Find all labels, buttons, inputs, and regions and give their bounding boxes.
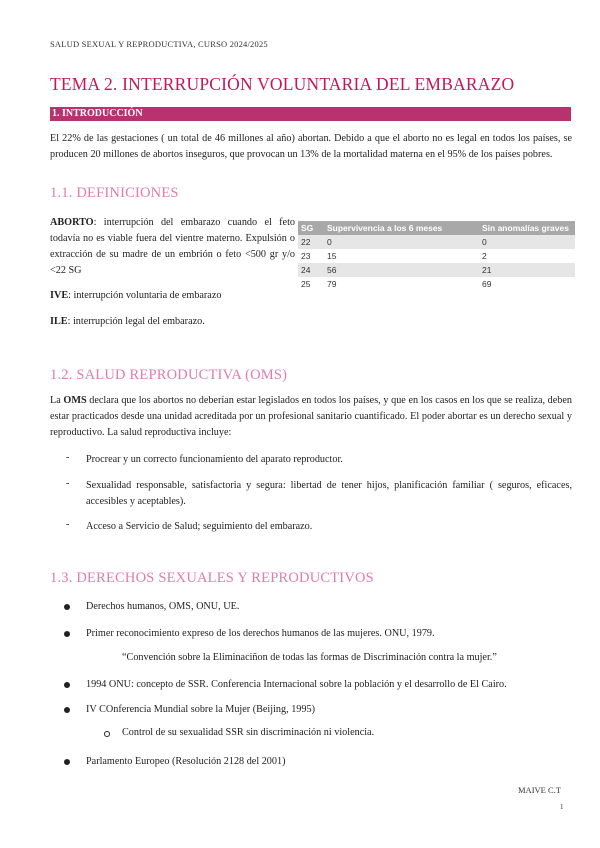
definition-ile (50, 314, 295, 330)
heading-derechos: 1.3. DERECHOS SEXUALES Y REPRODUCTIVOS (50, 570, 374, 586)
table-cell: 25 (298, 277, 324, 291)
page-title: TEMA 2. INTERRUPCIÓN VOLUNTARIA DEL EMBARAZO (50, 74, 515, 94)
survival-table (298, 221, 575, 291)
table-cell: 23 (298, 249, 324, 263)
table-header-cell: Sin anomalías graves (479, 221, 575, 235)
term-aborto: ABORTO (50, 217, 94, 228)
salud-intro-text: declara que los abortos no deberían estar legislados en todos los países, y que en los casos en los que se realiza, deben estar practicados desde una unidad acreditada por un profesional sanitario cuantificado. El poder abortar es un derecho sexual y reproductivo. La salud reproductiva incluye: (50, 395, 572, 438)
footer-author: MAIVE C.T (518, 785, 561, 795)
list-item: 1994 ONU: concepto de SSR. Conferencia Internacional sobre la población y el desarrollo de El Cairo. (86, 679, 507, 690)
table-cell: 2 (479, 249, 575, 263)
term-ive: IVE (50, 290, 69, 301)
list-item: IV COnferencia Mundial sobre la Mujer (Beijing, 1995) (86, 704, 315, 715)
table-cell: 79 (324, 277, 479, 291)
table-cell: 0 (479, 235, 575, 249)
definition-aborto-text: : interrupción del embarazo cuando el feto todavía no es viable fuera del vientre materno. Expulsión o extracción de su madre de un embrión o feto <500 gr y/o <22 SG (50, 217, 295, 276)
list-item: Acceso a Servicio de Salud; seguimiento del embarazo. (86, 521, 313, 532)
table-cell: 21 (479, 263, 575, 277)
table-row (298, 235, 575, 249)
bullet-icon (64, 631, 70, 637)
table-cell: 15 (324, 249, 479, 263)
definition-ile-text: : interrupción legal del embarazo. (67, 316, 205, 327)
table-header-row (298, 221, 575, 235)
dash-marker: - (66, 519, 70, 530)
bullet-icon (64, 759, 70, 765)
salud-intro-bold: OMS (63, 395, 87, 406)
table-cell: 24 (298, 263, 324, 277)
table-header-cell: SG (298, 221, 324, 235)
intro-paragraph: El 22% de las gestaciones ( un total de 46 millones al año) abortan. Debido a que el aborto no es legal en todos los países, se producen 20 millones de abortos inseguros, que provocan un 13% de la mortalidad materna en el 95% de los países pobres. (50, 133, 572, 160)
table-cell: 56 (324, 263, 479, 277)
definition-ive-text: : interrupción voluntaria de embarazo (68, 290, 222, 301)
bullet-icon (64, 604, 70, 610)
list-item: Sexualidad responsable, satisfactoria y segura: libertad de tener hijos, planificación familiar ( seguros, eficaces, accesibles y aceptables). (86, 480, 572, 507)
section-heading-introduccion: 1. INTRODUCCIÓN (50, 107, 571, 121)
list-item: Derechos humanos, OMS, ONU, UE. (86, 601, 240, 612)
sub-list-item: Control de su sexualidad SSR sin discriminación ni violencia. (122, 727, 375, 738)
sub-bullet-icon (104, 731, 110, 737)
page-header: SALUD SEXUAL Y REPRODUCTIVA, CURSO 2024/2025 (50, 39, 268, 49)
table-cell: 22 (298, 235, 324, 249)
page-number: 1 (560, 803, 564, 811)
list-item: Primer reconocimiento expreso de los derechos humanos de las mujeres. ONU, 1979. (86, 628, 435, 639)
salud-intro-prefix: La (50, 395, 64, 406)
term-ile: ILE (50, 316, 68, 327)
table-header-cell: Supervivencia a los 6 meses (324, 221, 479, 235)
dash-marker: - (66, 478, 70, 489)
table-cell: 69 (479, 277, 575, 291)
bullet-icon (64, 707, 70, 713)
definition-ive (50, 288, 295, 304)
list-item: Parlamento Europeo (Resolución 2128 del 2001) (86, 756, 286, 767)
table-row (298, 249, 575, 263)
table-cell: 0 (324, 235, 479, 249)
bullet-icon (64, 682, 70, 688)
salud-intro-paragraph (50, 393, 572, 441)
table-row (298, 263, 575, 277)
dash-marker: - (66, 452, 70, 463)
heading-salud-reproductiva: 1.2. SALUD REPRODUCTIVA (OMS) (50, 367, 288, 383)
quote-text: “Convención sobre la Eliminaciñon de todas las formas de Discriminación contra la mujer.” (122, 652, 497, 663)
heading-definiciones: 1.1. DEFINICIONES (50, 185, 179, 201)
definition-aborto (50, 215, 295, 279)
list-item: Procrear y un correcto funcionamiento del aparato reproductor. (86, 454, 343, 465)
table-row (298, 277, 575, 291)
